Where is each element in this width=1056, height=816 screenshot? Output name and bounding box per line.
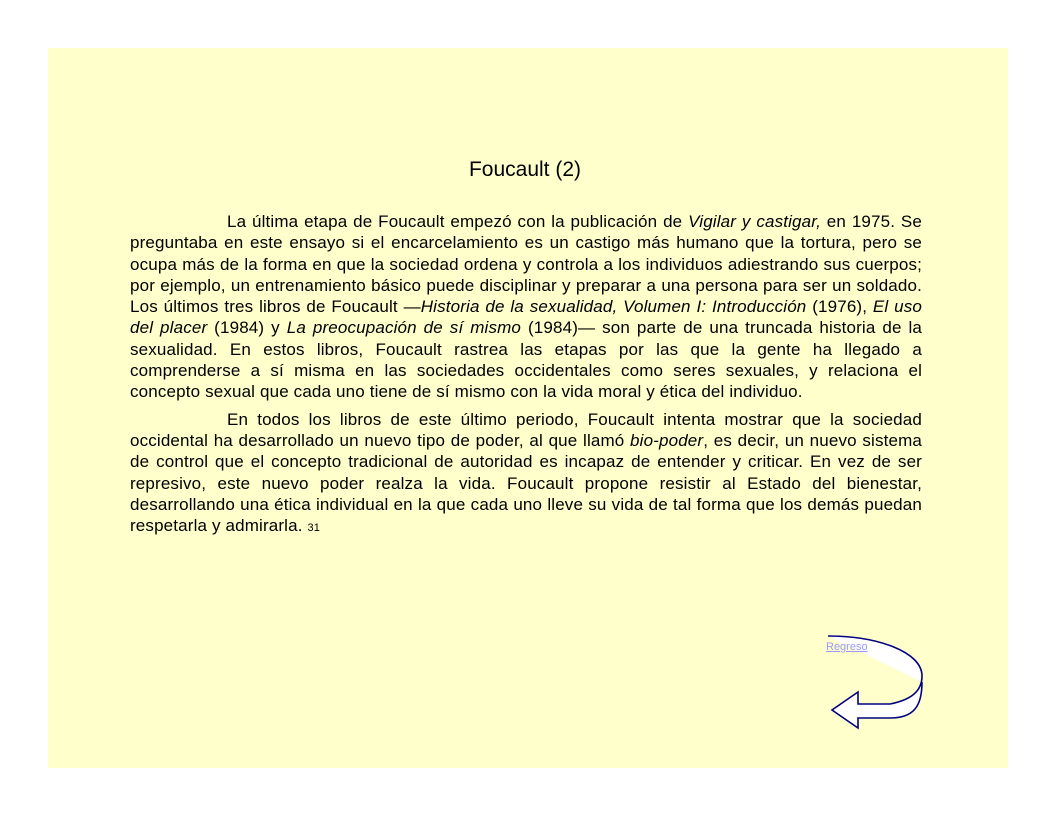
p2-rest: , es decir, un nuevo sistema de control que el concepto tradicional de autoridad es incapaz de entender y criticar. En vez de ser represivo, este nuevo poder realza la vida. Foucault propone resistir al Estado del bienestar, desarrollando una ética individual en la que cada uno lleve su vida de tal forma que los demás puedan respetarla y admirarla. <box>130 430 922 536</box>
paragraph-2 <box>130 409 922 540</box>
book-title-historia: Historia de la sexualidad, Volumen I: Introducción <box>420 297 807 317</box>
book-title-uso-placer: El uso del placer <box>130 297 922 338</box>
footnote-number: 31 <box>307 522 320 535</box>
back-link[interactable]: Regreso <box>826 641 868 653</box>
p1-part3: (1984)— son parte de una truncada historia de la sexualidad. En estos libros, Foucault rastrea las etapas por las que la gente ha llegado a comprenderse a sí misma en las sociedades occidentales como seres sexuales, y relaciona el concepto sexual que cada uno tiene de sí mismo con la vida moral y ética del individuo. <box>130 318 923 402</box>
page-title: Foucault (2) <box>468 158 582 181</box>
p1-year3: (1984) y <box>207 318 287 338</box>
term-bio-poder: bio-poder <box>630 430 704 450</box>
p1-part2: en 1975. Se preguntaba en este ensayo si el encarcelamiento es un castigo más humano que la tortura, pero se ocupa más de la forma en que la sociedad ordena y controla a los individuos adiestrando sus cuerpos; por ejemplo, un entrenamiento básico puede disciplinar y preparar a una persona para ser un soldado. Los últimos tres libros de Foucault — <box>130 212 923 317</box>
book-title-preocupacion: La preocupación de sí mismo <box>286 318 522 338</box>
paragraph-1 <box>130 211 922 403</box>
p1-intro: La última etapa de Foucault empezó con la publicación de <box>227 212 689 231</box>
book-title-vigilar: Vigilar y castigar, <box>688 212 821 231</box>
p1-year2: (1976), <box>806 297 873 317</box>
p2-intro: En todos los libros de este último periodo, Foucault intenta mostrar que la sociedad occidental ha desarrollado un nuevo tipo de poder, al que llamó <box>130 409 922 450</box>
body-text <box>130 211 922 539</box>
